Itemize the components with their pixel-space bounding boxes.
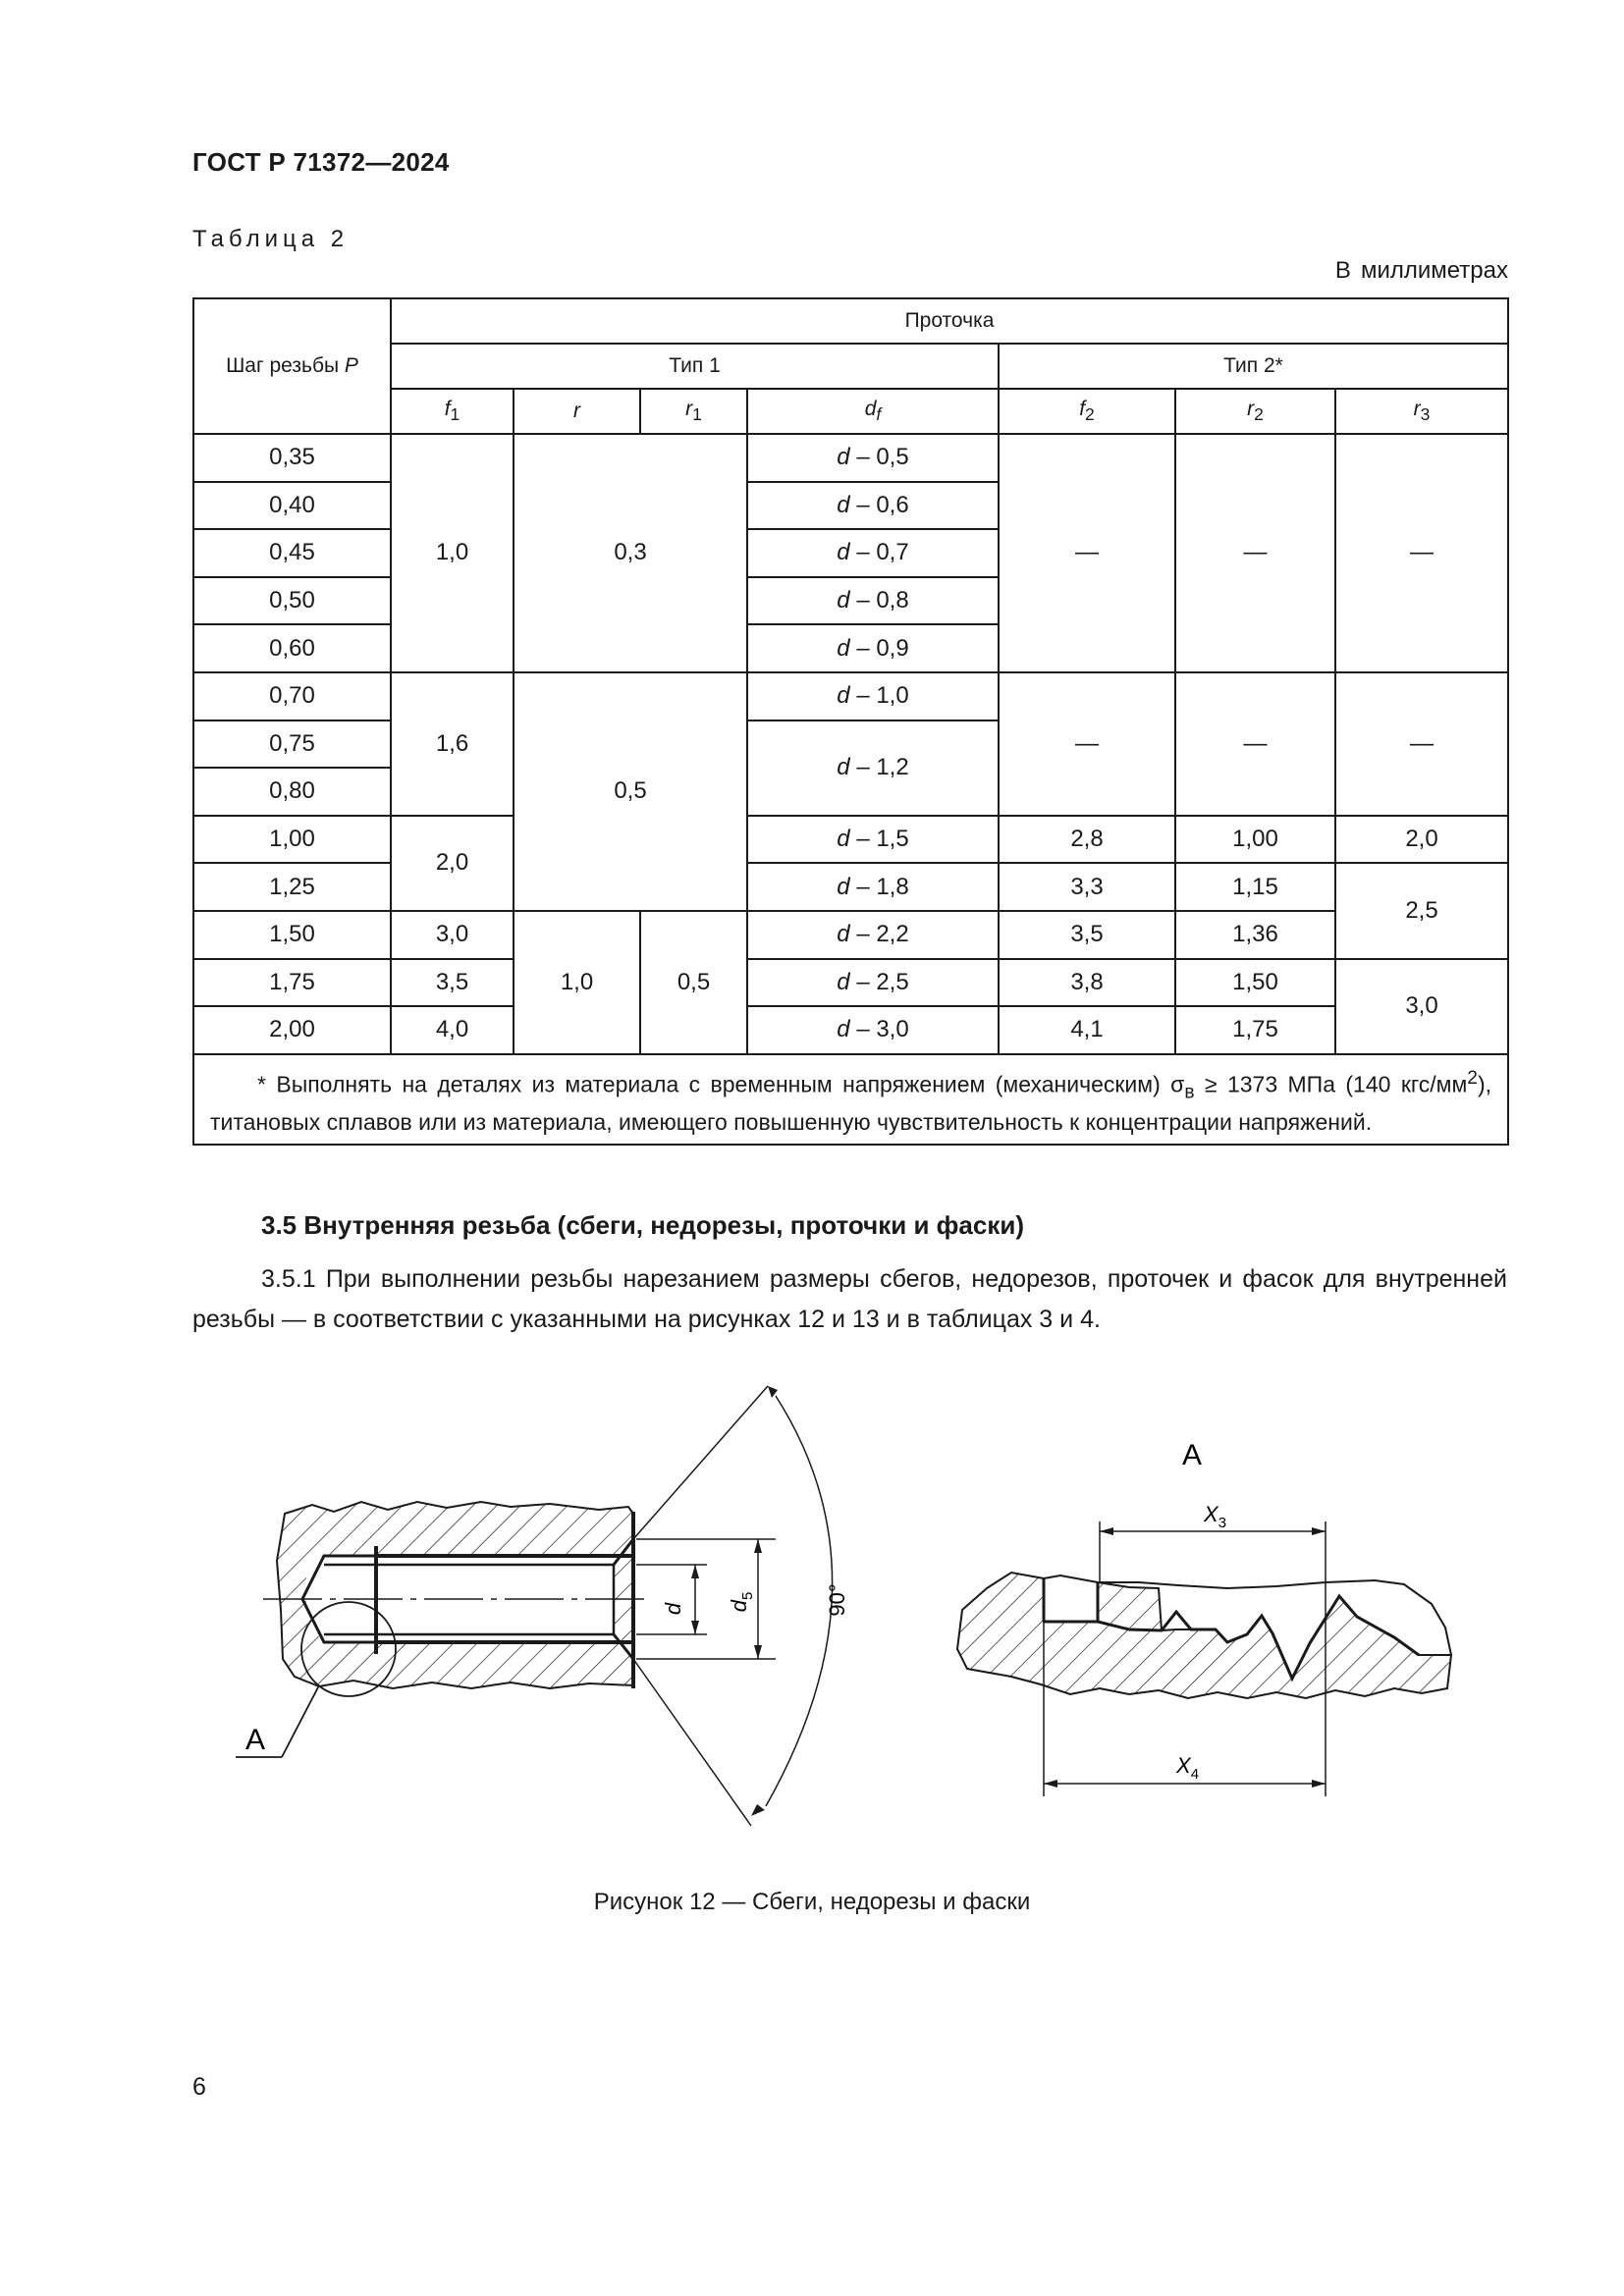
pitch-cell: 0,50 [193, 577, 391, 625]
x4-arrow-right [1312, 1780, 1326, 1788]
df-prefix: d [837, 634, 850, 662]
r2-cell: 1,00 [1175, 816, 1335, 864]
header-f1-sym: f [444, 397, 451, 420]
detail-body [957, 1573, 1451, 1698]
paragraph-text: 3.5.1 При выполнении резьбы нарезанием размеры сбегов, недорезов, проточек и фасок для внутренней резьбы — в соответствии с указанными на рисунках 12 и 13 и в таблицах 3 и 4. [192, 1265, 1507, 1333]
df-cell [747, 1006, 999, 1054]
dim-d5-arrow-top [754, 1539, 762, 1553]
figure-caption: Рисунок 12 — Сбеги, недорезы и фаски [593, 1889, 1031, 1915]
df-value: – 1,2 [856, 754, 909, 781]
f1-cell: 1,0 [391, 434, 514, 672]
dimension-lines [633, 1386, 849, 1826]
f1-cell: 4,0 [391, 1006, 514, 1054]
header-f1-sub: 1 [450, 404, 460, 425]
pitch-cell: 1,25 [193, 863, 391, 911]
r2-cell: 1,75 [1175, 1006, 1335, 1054]
df-value: – 0,6 [856, 491, 909, 518]
pitch-cell: 0,40 [193, 482, 391, 530]
header-r [514, 389, 640, 434]
table-footnote [193, 1054, 1508, 1145]
header-r1-sub: 1 [692, 404, 702, 425]
df-value: – 2,5 [856, 968, 909, 995]
pitch-cell: 0,45 [193, 529, 391, 577]
table-units [1335, 257, 1508, 285]
r3-cell: 2,5 [1335, 863, 1508, 958]
f2-cell: — [999, 434, 1175, 672]
df-value: – 1,0 [856, 682, 909, 710]
page-number: 6 [192, 2073, 206, 2101]
df-prefix: d [837, 444, 850, 471]
header-r3 [1335, 389, 1508, 434]
dim-d5-text: d [727, 1600, 751, 1613]
df-value: – 0,7 [856, 539, 909, 566]
header-type1: Тип 1 [391, 344, 999, 389]
header-r2 [1175, 389, 1335, 434]
df-cell [747, 816, 999, 864]
f2-cell: 2,8 [999, 816, 1175, 864]
header-r3-sym: r [1413, 397, 1421, 420]
dim-d5-label [727, 1592, 756, 1613]
r3-cell: 3,0 [1335, 959, 1508, 1054]
pitch-cell: 0,60 [193, 624, 391, 672]
header-r2-sub: 2 [1254, 404, 1264, 425]
pitch-cell: 1,00 [193, 816, 391, 864]
df-prefix: d [837, 539, 850, 566]
x3-arrow-right [1312, 1527, 1326, 1535]
df-value: – 0,5 [856, 444, 909, 471]
df-prefix: d [837, 921, 850, 948]
dim-d-text: d [661, 1602, 685, 1616]
x3-sub: 3 [1218, 1515, 1227, 1531]
f1-cell: 3,5 [391, 959, 514, 1007]
label-a: A [245, 1724, 266, 1756]
detail-leader [282, 1685, 319, 1757]
header-f2-sym: f [1079, 397, 1086, 420]
df-cell [747, 672, 999, 721]
part-section-view [236, 1502, 648, 1757]
pitch-cell: 0,35 [193, 434, 391, 482]
dim-d5-sub: 5 [739, 1591, 756, 1601]
document-header: ГОСТ Р 71372—2024 [192, 147, 450, 177]
df-cell [747, 911, 999, 959]
x4-sub: 4 [1190, 1766, 1200, 1783]
r2-cell: 1,15 [1175, 863, 1335, 911]
pitch-cell: 0,75 [193, 721, 391, 769]
angle-label [825, 1583, 849, 1616]
angle-arrow-bottom [751, 1804, 765, 1816]
r3-cell: 2,0 [1335, 816, 1508, 864]
df-value: – 0,8 [856, 587, 909, 614]
detail-title: A [1182, 1439, 1203, 1471]
f1-cell: 1,6 [391, 672, 514, 816]
f2-cell: 3,5 [999, 911, 1175, 959]
f2-cell: 3,3 [999, 863, 1175, 911]
f1-cell: 3,0 [391, 911, 514, 959]
header-df-sym: d [864, 397, 877, 420]
r-cell: 1,0 [514, 911, 640, 1054]
section-heading: 3.5 Внутренняя резьба (сбеги, недорезы, проточки и фаски) [261, 1210, 1024, 1240]
figure-12-drawing [0, 1364, 1624, 1875]
header-r-sym: r [573, 400, 580, 422]
df-prefix: d [837, 1016, 850, 1043]
header-r1 [640, 389, 747, 434]
f2-cell: — [999, 672, 1175, 816]
table-row [193, 816, 1508, 864]
chamfer-ext-lower [633, 1659, 751, 1826]
angle-arc [766, 1396, 833, 1806]
r2-cell: — [1175, 434, 1335, 672]
f2-cell: 3,8 [999, 959, 1175, 1007]
header-r1-sym: r [685, 397, 693, 420]
df-prefix: d [837, 968, 850, 995]
df-prefix: d [837, 491, 850, 518]
pitch-cell: 1,75 [193, 959, 391, 1007]
footnote-part2: ≥ 1373 МПа (140 кгс/мм [1194, 1071, 1468, 1097]
r2-cell: 1,36 [1175, 911, 1335, 959]
df-cell [747, 624, 999, 672]
x3-label [1203, 1502, 1226, 1531]
table-row [193, 672, 1508, 721]
header-pitch-label: Шаг резьбы [226, 354, 345, 377]
dim-d-label [661, 1602, 685, 1615]
header-df [747, 389, 999, 434]
table-row [193, 1006, 1508, 1054]
df-value: – 3,0 [856, 1016, 909, 1043]
section-paragraph [192, 1259, 1507, 1340]
groove-table [192, 297, 1509, 1146]
header-f2-sub: 2 [1085, 404, 1095, 425]
pitch-cell: 0,80 [193, 768, 391, 816]
table-caption: Таблица 2 [192, 226, 350, 252]
df-cell [747, 959, 999, 1007]
df-value: – 1,5 [856, 826, 909, 853]
pitch-cell: 2,00 [193, 1006, 391, 1054]
f1-cell: 2,0 [391, 816, 514, 911]
df-cell [747, 863, 999, 911]
table-row [193, 863, 1508, 911]
df-value: – 0,9 [856, 634, 909, 662]
df-cell [747, 482, 999, 530]
r-cell: 0,3 [514, 434, 747, 672]
footnote-sup: 2 [1467, 1067, 1478, 1089]
dim-d5-arrow-bottom [754, 1645, 762, 1659]
df-cell [747, 577, 999, 625]
footnote-part3: ), титановых сплавов или из материала, имеющего повышенную чувствительность к концентрации напряжений. [210, 1071, 1492, 1135]
table-row [193, 434, 1508, 482]
dim-d-arrow-top [691, 1565, 699, 1578]
table-row [193, 959, 1508, 1007]
f2-cell: 4,1 [999, 1006, 1175, 1054]
footnote-sub: в [1184, 1081, 1195, 1102]
header-df-sub: f [876, 404, 882, 425]
r1-cell: 0,5 [640, 911, 747, 1054]
header-r2-sym: r [1247, 397, 1255, 420]
detail-view-a [957, 1439, 1451, 1796]
df-value: – 2,2 [856, 921, 909, 948]
table-row [193, 911, 1508, 959]
units-text: миллиметрах [1360, 257, 1508, 284]
units-prefix: В [1334, 257, 1351, 284]
df-prefix: d [837, 873, 850, 900]
x3-text: X [1204, 1502, 1218, 1526]
x3-arrow-left [1100, 1527, 1113, 1535]
x4-text: X [1176, 1753, 1191, 1778]
header-f2 [999, 389, 1175, 434]
header-pitch [193, 298, 391, 434]
df-cell [747, 434, 999, 482]
r2-cell: 1,50 [1175, 959, 1335, 1007]
header-groove: Проточка [391, 298, 1508, 344]
df-value: – 1,8 [856, 873, 909, 900]
r-cell: 0,5 [514, 672, 747, 911]
footnote-part1: * Выполнять на деталях из материала с временным напряжением (механическим) σ [257, 1071, 1185, 1097]
x4-arrow-left [1044, 1780, 1057, 1788]
df-cell [747, 721, 999, 816]
header-pitch-symbol: P [344, 354, 358, 377]
r3-cell: — [1335, 434, 1508, 672]
dim-d-arrow-bottom [691, 1621, 699, 1634]
header-type2: Тип 2* [999, 344, 1508, 389]
header-r3-sub: 3 [1420, 404, 1431, 425]
df-prefix: d [837, 587, 850, 614]
df-prefix: d [837, 754, 850, 781]
pitch-cell: 0,70 [193, 672, 391, 721]
x4-label [1175, 1753, 1199, 1783]
chamfer-ext-upper [633, 1386, 768, 1539]
angle-text: 90° [825, 1583, 849, 1617]
df-prefix: d [837, 826, 850, 853]
r3-cell: — [1335, 672, 1508, 816]
df-prefix: d [837, 682, 850, 710]
header-f1 [391, 389, 514, 434]
df-cell [747, 529, 999, 577]
footnote-row [193, 1054, 1508, 1145]
r2-cell: — [1175, 672, 1335, 816]
pitch-cell: 1,50 [193, 911, 391, 959]
